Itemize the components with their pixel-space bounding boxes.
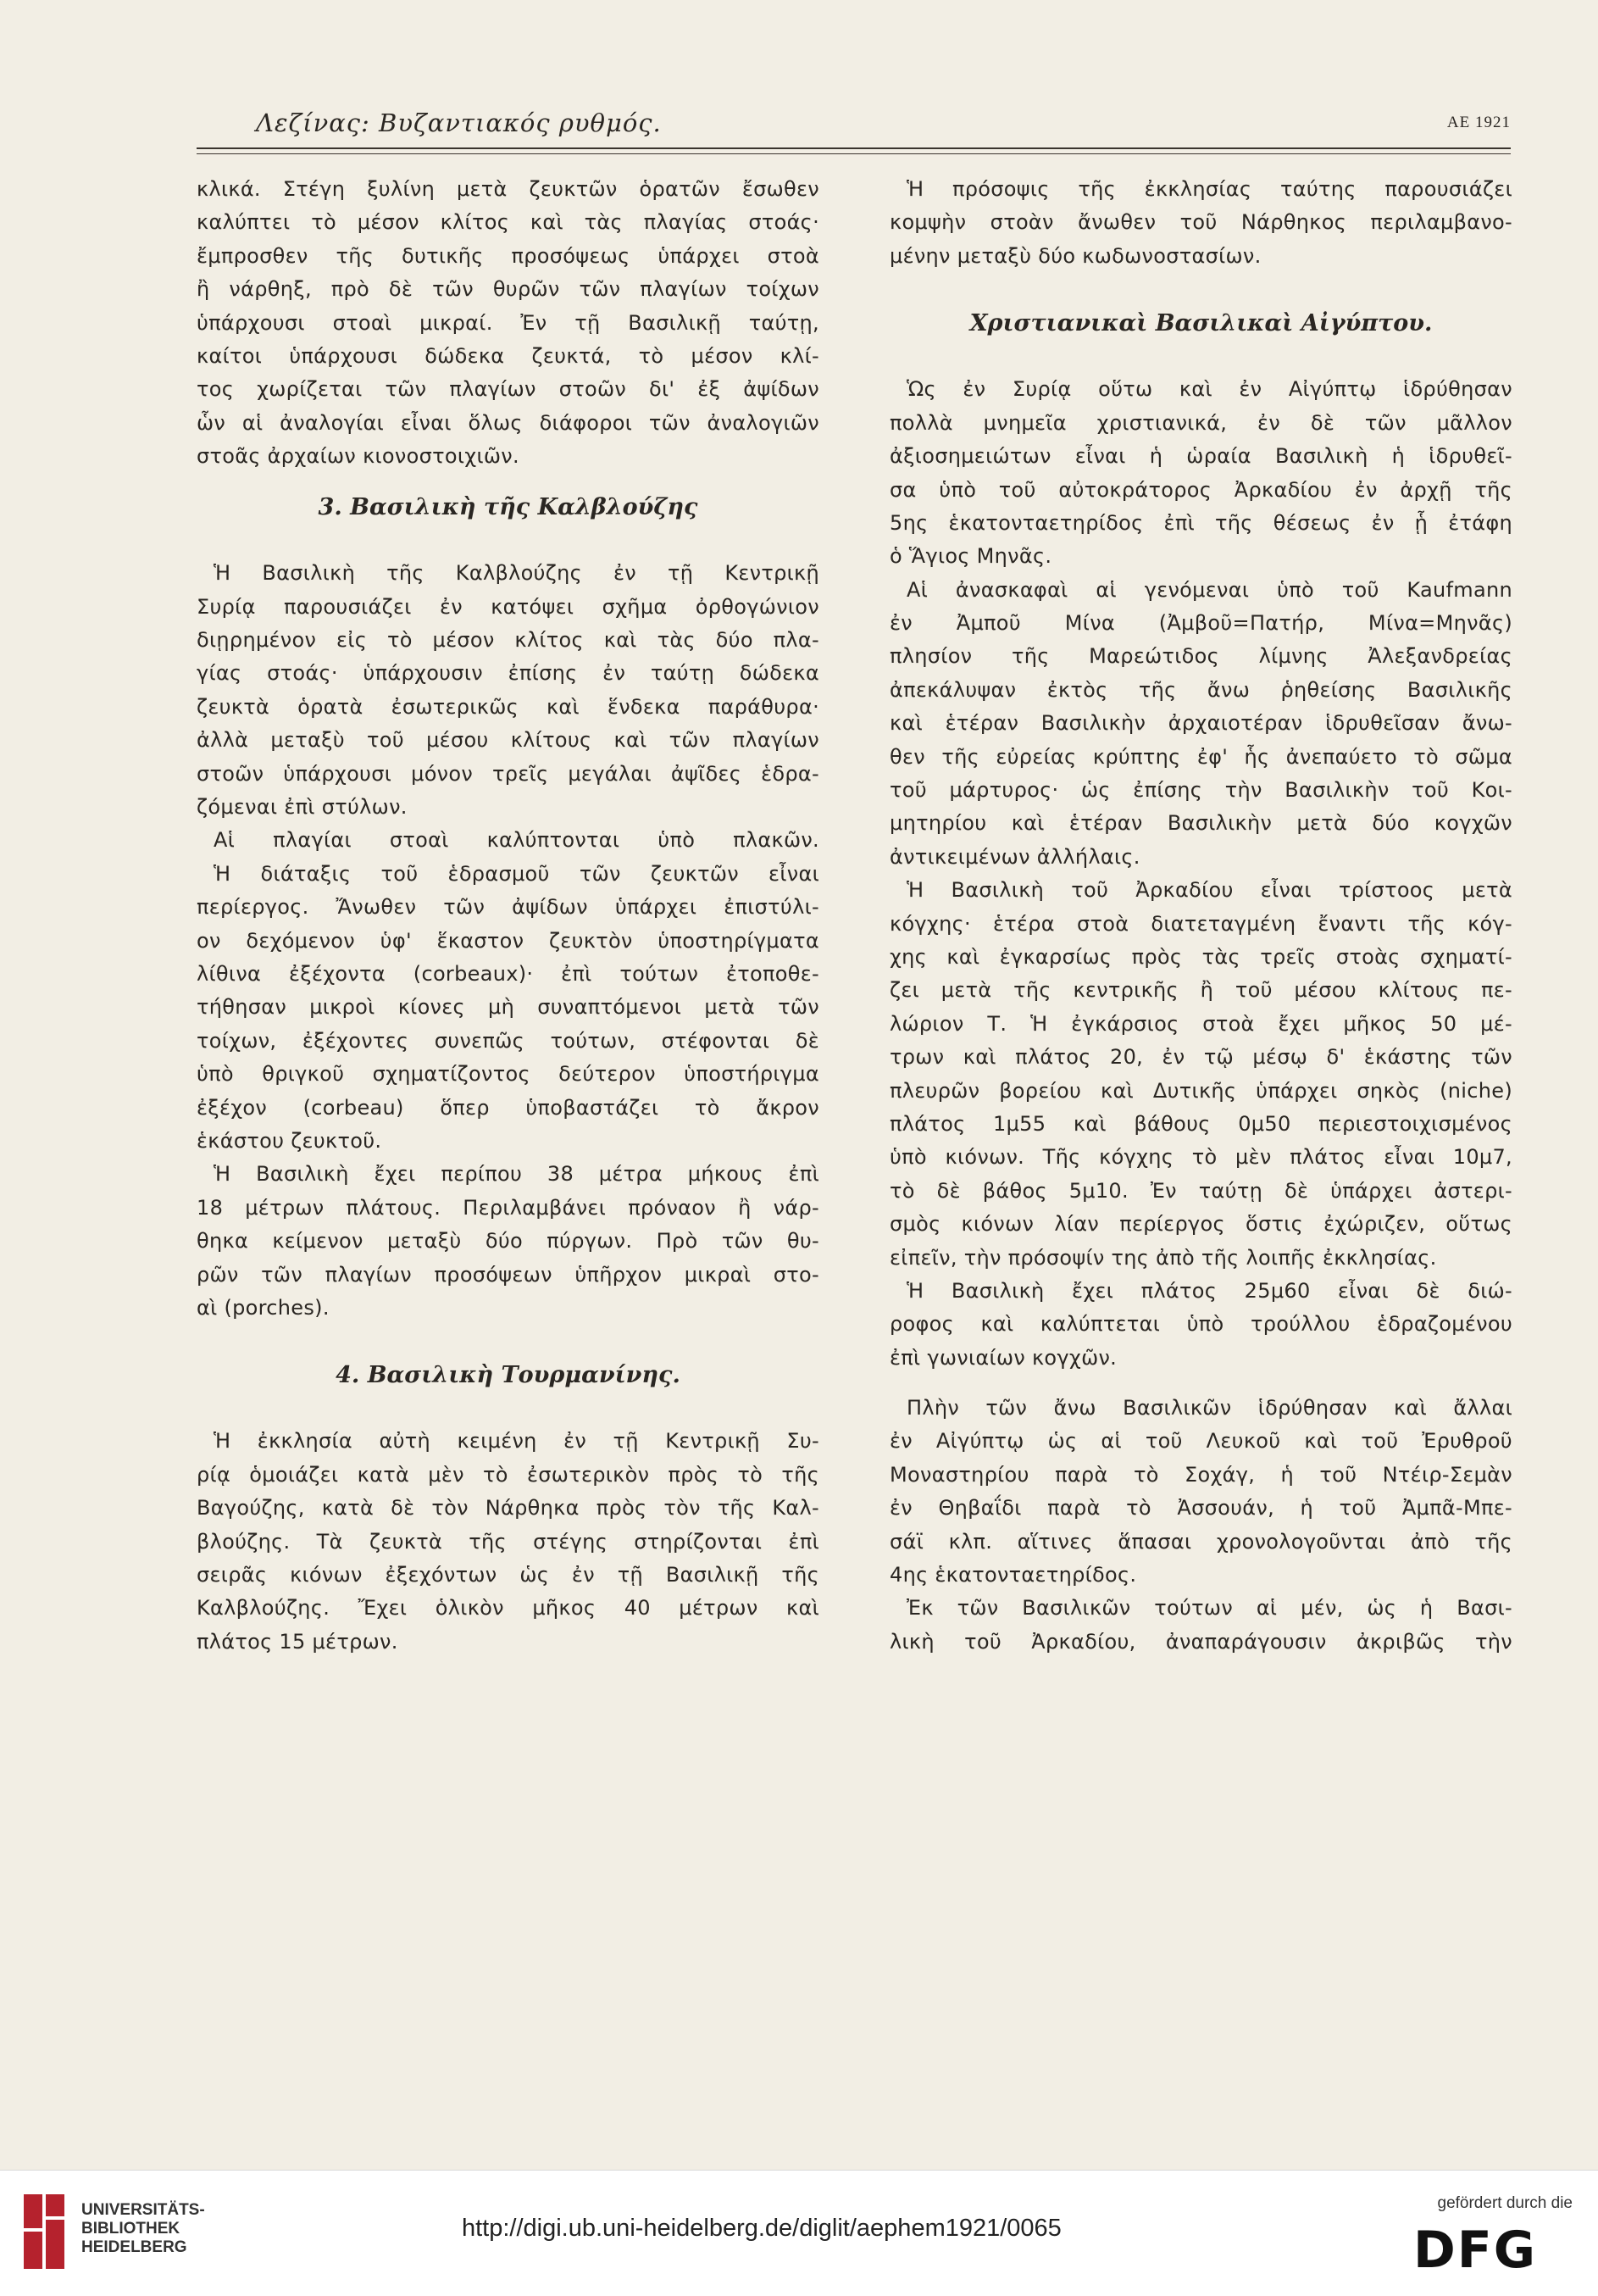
text-line: πλησίον τῆς Μαρεώτιδος λίμνης Ἀλεξανδρείας [890,644,1512,669]
paragraph-left-5 [197,1158,819,1325]
text-line: 4ης ἑκατονταετηρίδος. [890,1563,1137,1587]
paragraph-right-3 [890,574,1512,875]
text-line: Ἡ Βασιλικὴ ἔχει περίπου 38 μέτρα μήκους ἐπὶ [214,1162,819,1187]
text-line: λίθινα ἐξέχοντα (corbeaux)· ἐπὶ τούτων ἐτοποθε- [197,961,819,986]
text-line: κομψὴν στοὰν ἄνωθεν τοῦ Νάρθηκος περιλαμβανο- [890,210,1512,235]
text-line: σάϊ κλπ. αἵτινες ἅπασαι χρονολογοῦνται ἀπὸ τῆς [890,1529,1512,1554]
paragraph-left-2 [197,557,819,824]
text-line: Ὡς ἐν Συρίᾳ οὕτω καὶ ἐν Αἰγύπτῳ ἱδρύθησαν [907,377,1512,402]
text-line: ἀπεκάλυψαν ἐκτὸς τῆς ἄνω ῥηθείσης Βασιλικῆς [890,677,1512,702]
paragraph-right-2 [890,373,1512,573]
text-line: ρῶν τῶν πλαγίων προσόψεων ὑπῆρχον μικραὶ στο- [197,1262,819,1287]
text-line: ζευκτὰ ὁρατὰ ἐσωτερικῶς καὶ ἕνδεκα παράθυρα· [197,694,819,719]
text-line: θηκα κείμενον μεταξὺ δύο πύργων. Πρὸ τῶν θυ- [197,1229,819,1254]
text-line: εἰπεῖν, τὴν πρόσοψίν της ἀπὸ τῆς λοιπῆς ἐκκλησίας. [890,1245,1437,1270]
dfg-logo-icon [1412,2221,1573,2274]
text-line: μητηρίου καὶ ἑτέραν Βασιλικὴν μετὰ δύο κογχῶν [890,811,1512,836]
text-line: κόγχης· ἑτέρα στοὰ διατεταγμένη ἔναντι τῆς κόγ- [890,911,1512,936]
text-line: καίτοι ὑπάρχουσι δώδεκα ζευκτά, τὸ μέσον κλί- [197,343,819,368]
left-column [197,173,819,1659]
text-line: ὑπὸ θριγκοῦ σχηματίζοντος δεύτερον ὑποστήριγμα [197,1062,819,1087]
running-head-title: Λεζίνας: Βυζαντιακός ρυθμός. [256,108,662,137]
text-line: ζει μετὰ τῆς κεντρικῆς ἢ τοῦ μέσου κλίτους πε- [890,978,1512,1003]
text-line: τρων καὶ πλάτος 20, ἐν τῷ μέσῳ δ' ἑκάστης τῶν [890,1045,1512,1070]
text-line: περίεργος. Ἄνωθεν τῶν ἀψίδων ὑπάρχει ἐπιστύλι- [197,895,819,920]
text-line: Αἱ πλαγίαι στοαὶ καλύπτονται ὑπὸ πλακῶν. [214,828,819,853]
paragraph-right-5 [890,1275,1512,1375]
text-line: ζόμεναι ἐπὶ στύλων. [197,795,408,820]
text-line: ἐν Αἰγύπτῳ ὡς αἱ τοῦ Λευκοῦ καὶ τοῦ Ἐρυθροῦ [890,1429,1512,1454]
text-line: Ἡ πρόσοψις τῆς ἐκκλησίας ταύτης παρουσιάζει [907,177,1512,201]
text-line: ὁ Ἅγιος Μηνᾶς. [890,544,1052,569]
running-head [197,108,1511,142]
text-line: ἑκάστου ζευκτοῦ. [197,1128,382,1153]
paragraph-left-6 [197,1425,819,1659]
text-line: Ἡ ἐκκλησία αὐτὴ κειμένη ἐν τῇ Κεντρικῇ Συ- [214,1429,819,1454]
text-line: τοῦ μάρτυρος· ὡς ἐπίσης τὴν Βασιλικὴν τοῦ Κοι- [890,778,1512,803]
text-line: λώριον Τ. Ἡ ἐγκάρσιος στοὰ ἔχει μῆκος 50 μέ- [890,1011,1512,1036]
text-line: πλάτος 1μ55 καὶ βάθους 0μ50 περιεστοιχισμένος [890,1111,1512,1136]
library-line: UNIVERSITÄTS- [81,2201,205,2219]
text-line: ὧν αἱ ἀναλογίαι εἶναι ὅλως διάφοροι τῶν ἀναλογιῶν [197,410,819,435]
paragraph-right-6 [890,1392,1512,1592]
text-line: Ἐκ τῶν Βασιλικῶν τούτων αἱ μέν, ὡς ἡ Βασι- [907,1596,1512,1621]
text-line: τὸ δὲ βάθος 5μ10. Ἐν ταύτῃ δὲ ὑπάρχει ἀστερι- [890,1178,1512,1203]
text-line: ἀντικειμένων ἀλλήλαις. [890,844,1140,869]
text-line: σειρᾶς κιόνων ἐξεχόντων ὡς ἐν τῇ Βασιλικῇ τῆς [197,1563,819,1587]
text-line: καὶ ἑτέραν Βασιλικὴν ἀρχαιοτέραν ἱδρυθεῖσαν ἄνω- [890,711,1512,736]
text-line: κλικά. Στέγη ξυλίνη μετὰ ζευκτῶν ὁρατῶν ἔσωθεν [197,177,819,201]
text-line: ἐν Ἀμποῦ Μίνα (Ἀμβοῦ=Πατήρ, Μίνα=Μηνᾶς) [890,611,1512,636]
text-line: Ἡ Βασιλικὴ ἔχει πλάτος 25μ60 εἶναι δὲ διώ- [907,1278,1512,1303]
text-line: βλούζης. Τὰ ζευκτὰ τῆς στέγης στηρίζονται ἐπὶ [197,1529,819,1554]
right-column [890,173,1512,1659]
text-line: Πλὴν τῶν ἄνω Βασιλικῶν ἱδρύθησαν καὶ ἄλλαι [907,1396,1512,1420]
text-line: καλύπτει τὸ μέσον κλίτος καὶ τὰς πλαγίας στοάς· [197,210,819,235]
text-line: πλευρῶν βορείου καὶ Δυτικῆς ὑπάρχει σηκὸς (niche) [890,1078,1512,1103]
paragraph-left-3 [197,824,819,857]
text-line: ὑπὸ κιόνων. Τῆς κόγχης τὸ μὲν πλάτος εἶναι 10μ7, [890,1145,1512,1170]
text-line: πλάτος 15 μέτρων. [197,1629,398,1654]
digitization-footer [0,2170,1598,2296]
text-line: Βαγούζης, κατὰ δὲ τὸν Νάρθηκα πρὸς τὸν τῆς Καλ- [197,1496,819,1520]
text-line: Μοναστηρίου παρὰ τὸ Σοχάγ, ἡ τοῦ Ντέιρ-Σεμὰν [890,1462,1512,1487]
text-line: ἔμπροσθεν τῆς δυτικῆς προσόψεως ὑπάρχει στοὰ [197,243,819,268]
text-line: ρίᾳ ὁμοιάζει κατὰ μὲν τὸ ἐσωτερικὸν πρὸς τὸ τῆς [197,1462,819,1487]
text-line: ἐξέχον (corbeau) ὅπερ ὑποβαστάζει τὸ ἄκρον [197,1095,819,1120]
paragraph-left-1 [197,173,819,474]
text-line: 5ης ἑκατονταετηρίδος ἐπὶ τῆς θέσεως ἐν ᾗ ἐτάφη [890,510,1512,535]
library-line: BIBLIOTHEK [81,2220,180,2238]
text-line: γίας στοάς· ὑπάρχουσιν ἐπίσης ἐν ταύτῃ δώδεκα [197,661,819,686]
funded-by-label: gefördert durch die [1437,2194,1573,2212]
text-line: στοῶν ὑπάρχουσι μόνον τρεῖς μεγάλαι ἀψῖδες ἑδρα- [197,761,819,786]
text-line: ἐν Θηβαΐδι παρὰ τὸ Ἀσσουάν, ἡ τοῦ Ἀμπᾶ-Μπε- [890,1496,1512,1520]
text-line: τήθησαν μικροὶ κίονες μὴ συναπτόμενοι μετὰ τῶν [197,995,819,1020]
university-library-name [81,2201,205,2257]
library-line: HEIDELBERG [81,2238,187,2256]
text-line: Καλβλούζης. Ἔχει ὁλικὸν μῆκος 40 μέτρων καὶ [197,1596,819,1621]
paragraph-left-4 [197,858,819,1159]
text-line: χης καὶ ἐγκαρσίως πρὸς τὰς τρεῖς στοὰς σχηματί- [890,944,1512,969]
text-line: θεν τῆς εὐρείας κρύπτης ἐφ' ἧς ἀνεπαύετο τὸ σῶμα [890,744,1512,769]
paragraph-right-7 [890,1592,1512,1659]
text-line: διῃρημένον εἰς τὸ μέσον κλίτος καὶ τὰς δύο πλα- [197,628,819,653]
text-line: στοᾶς ἀρχαίων κιονοστοιχιῶν. [197,444,519,469]
paragraph-right-1 [890,173,1512,273]
text-line: σα ὑπὸ τοῦ αὐτοκράτορος Ἀρκαδίου ἐν ἀρχῇ τῆς [890,477,1512,502]
text-line: τοίχων, ἐξέχοντες συνεπῶς τούτων, στέφονται δὲ [197,1028,819,1053]
text-line: Ἡ Βασιλικὴ τῆς Καλβλούζης ἐν τῇ Κεντρικῇ [214,561,819,586]
section-heading-4: 4. Βασιλικὴ Τουρμανίνης. [336,1361,680,1388]
text-line: ἀξιοσημειώτων εἶναι ἡ ὡραία Βασιλικὴ ἡ ἱδρυθεῖ- [890,444,1512,469]
university-library-logo-icon [19,2189,69,2274]
section-heading-egypt: Χριστιανικαὶ Βασιλικαὶ Αἰγύπτου. [969,309,1433,336]
header-rule-thin [197,153,1511,154]
source-url-link[interactable]: http://digi.ub.uni-heidelberg.de/diglit/aephem1921/0065 [462,2215,1062,2242]
text-line: ὑπάρχουσι στοαὶ μικραί. Ἐν τῇ Βασιλικῇ ταύτῃ, [197,310,819,335]
paragraph-right-4 [890,874,1512,1275]
text-line: Ἡ διάταξις τοῦ ἑδρασμοῦ τῶν ζευκτῶν εἶναι [214,861,819,886]
header-rule-thick [197,147,1511,149]
dfg-logo-text: DFG [1413,2221,1538,2274]
text-line: πολλὰ μνημεῖα χριστιανικά, ἐν δὲ τῶν μᾶλλον [890,410,1512,435]
text-line: Ἡ Βασιλικὴ τοῦ Ἀρκαδίου εἶναι τρίστοος μετὰ [907,878,1512,903]
text-line: τος χωρίζεται τῶν πλαγίων στοῶν δι' ἐξ ἀψίδων [197,377,819,402]
text-line: αὶ (porches). [197,1295,330,1320]
text-line: ἢ νάρθηξ, πρὸ δὲ τῶν θυρῶν τῶν πλαγίων τοίχων [197,277,819,302]
text-line: Συρίᾳ παρουσιάζει ἐν κατόψει σχῆμα ὀρθογώνιον [197,594,819,619]
text-line: ἐπὶ γωνιαίων κογχῶν. [890,1345,1118,1370]
text-line: Αἱ ἀνασκαφαὶ αἱ γενόμεναι ὑπὸ τοῦ Kaufmann [907,577,1512,602]
text-line: ροφος καὶ καλύπτεται ὑπὸ τρούλλου ἑδραζομένου [890,1312,1512,1337]
text-line: σμὸς κιόνων λίαν περίεργος ὅστις ἐχώριζεν, οὕτως [890,1212,1512,1237]
running-head-journal: ΑΕ 1921 [1446,114,1511,131]
section-heading-3: 3. Βασιλικὴ τῆς Καλβλούζης [318,493,698,520]
text-line: 18 μέτρων πλάτους. Περιλαμβάνει πρόναον ἢ νάρ- [197,1195,819,1220]
text-line: λικὴ τοῦ Ἀρκαδίου, ἀναπαράγουσιν ἀκριβῶς τὴν [890,1629,1512,1654]
text-line: ἀλλὰ μεταξὺ τοῦ μέσου κλίτους καὶ τῶν πλαγίων [197,728,819,753]
text-line: ον δεχόμενον ὑφ' ἕκαστον ζευκτὸν ὑποστηρίγματα [197,928,819,953]
text-line: μένην μεταξὺ δύο κωδωνοστασίων. [890,243,1262,268]
